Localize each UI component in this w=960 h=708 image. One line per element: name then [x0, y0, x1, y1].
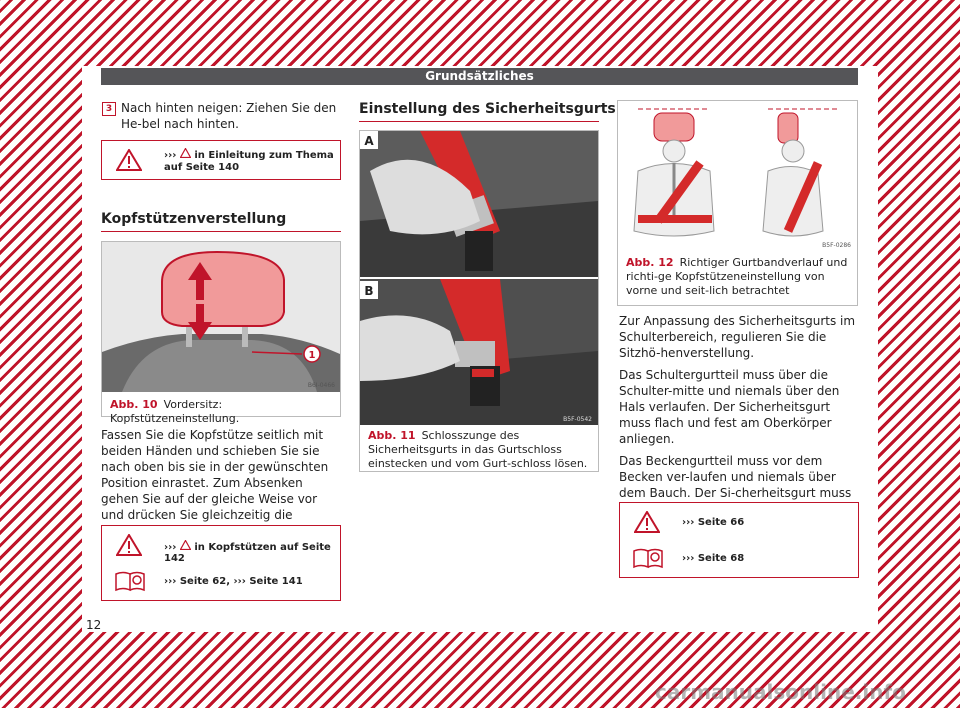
warning-box-1 — [101, 140, 341, 180]
figure-12-caption: Abb. 12 Richtiger Gurtbandverlauf und richti-ge Kopfstützeneinstellung von vorne und seit-lich betrachtet — [626, 256, 848, 297]
watermark: carmanualsonline.info — [655, 680, 906, 704]
headrest-body-text: Fassen Sie die Kopfstütze seitlich mit beiden Händen und schieben Sie sie nach oben bis sie in der gewünschten Position einrastet. Zum Absenken gehen Sie auf der gleiche Weise vor und drücken Sie gleichzeitig die — [101, 427, 341, 541]
belt-routing-illustration — [618, 101, 857, 251]
warning-ref-link[interactable]: in Einleitung zum Thema auf Seite 140 — [164, 150, 334, 173]
warning-triangle-icon — [116, 149, 142, 171]
warning-triangle-icon — [634, 511, 660, 533]
ref-arrows: ››› — [164, 150, 177, 161]
callout-1: 1 — [308, 350, 316, 361]
belt-body-text — [619, 313, 859, 523]
page-ref-links[interactable]: ››› Seite 62, ››› Seite 141 — [164, 576, 303, 587]
section-divider — [101, 231, 341, 232]
step-number-badge: 3 — [102, 102, 116, 116]
figure-label: Abb. 10 — [110, 398, 158, 411]
figure-caption-text: Vordersitz: Kopfstützeneinstellung. — [110, 398, 240, 425]
figure-12 — [617, 100, 858, 306]
page-number: 12 — [86, 618, 102, 632]
figure-10 — [101, 241, 341, 425]
warning-triangle-icon — [116, 534, 142, 556]
figure-11-caption: Abb. 11 Schlosszunge des Sicherheitsgurts in das Gurtschloss einstecken und vom Gurt-schloss lösen. — [368, 429, 588, 470]
step-text: Nach hinten neigen: Ziehen Sie den He-bel nach hinten. — [121, 101, 337, 131]
figure-code: B6I-0466 — [307, 382, 335, 389]
small-warning-icon — [180, 540, 191, 550]
warning-ref-link[interactable]: in Kopfstützen auf Seite 142 — [164, 542, 331, 564]
paragraph: Das Schultergurtteil muss über die Schulter-mitte und niemals über den Hals verlaufen. Der Sicherheitsgurt muss flach und fest am Oberkörper anliegen. — [619, 368, 840, 446]
page-ref-link[interactable]: ››› Seite 66 — [682, 517, 745, 528]
paragraph: Zur Anpassung des Sicherheitsgurts im Schulterbereich, regulieren Sie die Sitzhö-henverstellung. — [619, 314, 856, 360]
environment-book-icon — [632, 547, 664, 569]
belt-buckle-illustration — [360, 131, 598, 427]
section-title-headrest: Kopfstützenverstellung — [101, 211, 287, 227]
page-header: Grundsätzliches — [101, 68, 858, 85]
page-ref-link[interactable]: ››› Seite 68 — [682, 553, 745, 564]
paragraph: Das Beckengurtteil muss vor dem Becken ver-laufen und niemals über dem Bauch. Der Si-cherheitsgurt muss — [619, 454, 852, 500]
panel-a-label: A — [364, 134, 374, 148]
figure-10-caption — [110, 398, 340, 426]
environment-book-icon — [114, 570, 146, 592]
warning-box-3 — [619, 502, 859, 578]
panel-b-label: B — [364, 284, 374, 298]
figure-11 — [359, 130, 599, 472]
section-title-belt: Einstellung des Sicherheitsgurts — [359, 101, 616, 117]
figure-code: B5F-0286 — [822, 242, 851, 249]
small-warning-icon — [180, 148, 191, 158]
warning-box-2: ››› in Kopfstützen auf Seite 142 ››› Seite 62, ››› Seite 141 — [101, 525, 341, 601]
headrest-illustration — [102, 242, 340, 392]
section-divider — [359, 121, 599, 122]
figure-code: B5F-0542 — [563, 416, 592, 423]
